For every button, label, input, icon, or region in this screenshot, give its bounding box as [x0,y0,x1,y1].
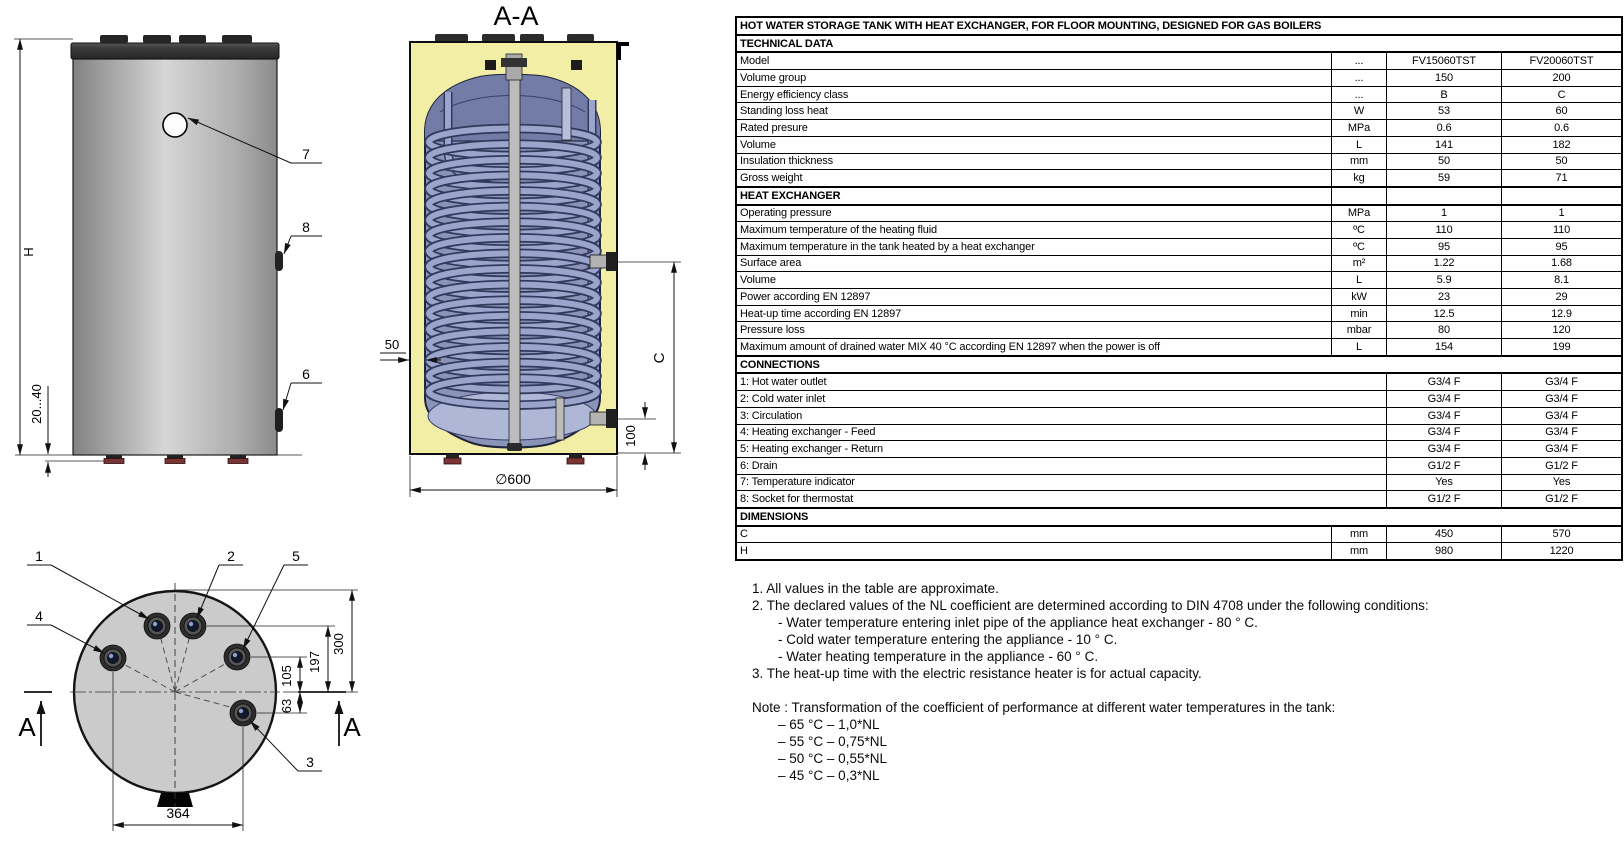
table-row [737,120,1621,137]
table-row [737,154,1621,171]
table-row [737,491,1621,509]
table-section-label: HEAT EXCHANGER [737,188,1332,204]
table-cell-value-1: 1.22 [1387,256,1502,272]
connection-port [230,700,256,726]
thermostat-socket-stub [275,251,283,271]
note-line: Note : Transformation of the coefficient of performance at different water temperatures in the tank: [752,700,1336,715]
table-cell-label: 1: Hot water outlet [737,374,1387,390]
connection-port [224,644,250,670]
corner-mark [617,42,629,60]
table-cell-value-1: 110 [1387,222,1502,238]
table-cell-label: Volume group [737,70,1332,86]
table-cell-value-1: 5.9 [1387,272,1502,288]
dim197-label: 197 [307,651,322,673]
table-row [737,289,1621,306]
table-cell-unit: L [1332,339,1387,355]
table-cell-unit: mbar [1332,322,1387,338]
table-cell-value-2: 110 [1552,224,1571,237]
table-row [737,53,1621,70]
table-cell-value-1: 150 [1387,70,1502,86]
table-cell-label: 7: Temperature indicator [737,475,1387,491]
table-cell-value-2: 71 [1555,172,1568,185]
table-cell-value-1: 0.6 [1387,120,1502,136]
connection-port [180,613,206,639]
table-row [737,441,1621,458]
table-cell-value-1: 12.5 [1387,306,1502,322]
table-row [737,206,1621,223]
footnotes [752,580,1612,784]
table-cell-label: Model [737,53,1332,69]
central-pipe [509,78,520,446]
note-line [752,682,1612,699]
table-cell-value-2: 29 [1555,290,1568,303]
table-cell-value-2: 0.6 [1554,121,1569,134]
table-row [737,137,1621,154]
diameter-dim-label: ∅600 [495,471,531,487]
table-cell-unit: L [1332,137,1387,153]
table-row [737,374,1621,391]
callout-5-label: 5 [292,548,300,564]
table-cell-value-2: 120 [1552,324,1571,337]
table-cell-value-2: G1/2 F [1545,493,1578,506]
table-cell-value-2: 570 [1552,528,1571,541]
table-cell-label: 6: Drain [737,458,1387,474]
table-section-label: DIMENSIONS [740,510,809,523]
tank-section-view-drawing [340,0,685,500]
table-cell-value-1: 95 [1387,239,1502,255]
callout-3-label: 3 [306,754,314,770]
callout-1-label: 1 [35,548,43,564]
table-cell-unit: kg [1332,170,1387,186]
table-row [737,475,1621,492]
note-line: – 65 °C – 1,0*NL [778,717,880,732]
note-line: - Water temperature entering inlet pipe of the appliance heat exchanger - 80 ° C. [778,615,1258,630]
table-cell-unit: m² [1332,256,1387,272]
table-cell-label: Volume [737,272,1332,288]
table-row [737,391,1621,408]
table-cell-value-2: FV20060TST [1529,55,1594,68]
table-cell-unit: ºC [1332,222,1387,238]
note-line: 2. The declared values of the NL coefficient are determined according to DIN 4708 under the following conditions: [752,598,1429,613]
table-cell-unit: ºC [1332,239,1387,255]
table-cell-label: C [737,527,1332,543]
table-cell-value-1: 450 [1387,527,1502,543]
table-cell-label: Rated presure [737,120,1332,136]
table-row [737,256,1621,273]
table-cell-value-1: G1/2 F [1387,491,1502,507]
table-cell-unit: MPa [1332,120,1387,136]
dim100-label: 100 [623,425,638,447]
table-cell-value-2: 95 [1555,240,1568,253]
table-row [737,103,1621,120]
table-row [737,408,1621,425]
table-cell-value-2: 1.68 [1551,257,1572,270]
inner-pipe-lower [556,398,564,440]
table-cell-label: Energy efficiency class [737,87,1332,103]
section-title: A-A [493,1,539,31]
connection-port [100,645,126,671]
table-cell-value-1: 980 [1387,543,1502,559]
table-row [737,458,1621,475]
table-row [737,527,1621,544]
table-cell-value-2: G1/2 F [1545,459,1578,472]
table-title: HOT WATER STORAGE TANK WITH HEAT EXCHANGER, FOR FLOOR MOUNTING, DESIGNED FOR GAS BOILERS [740,19,1322,32]
table-cell-unit: min [1332,306,1387,322]
table-cell-value-1: G3/4 F [1387,408,1502,424]
table-row [737,222,1621,239]
table-body [737,36,1621,559]
callout-6-label: 6 [302,366,310,382]
drain-port [590,409,617,428]
insulation-dim-label: 50 [384,337,400,352]
table-cell-unit: W [1332,103,1387,119]
table-cell-value-2: 12.9 [1551,307,1572,320]
table-row [737,339,1621,357]
table-section-row [737,36,1621,54]
table-cell-unit: MPa [1332,206,1387,222]
table-cell-label: 8: Socket for thermostat [737,491,1387,507]
table-cell-value-1: 154 [1387,339,1502,355]
tank-feet [104,455,248,464]
table-cell-label: Pressure loss [737,322,1332,338]
table-cell-label: Maximum temperature of the heating fluid [737,222,1332,238]
thermostat-port [590,252,617,271]
table-cell-value-2: G3/4 F [1545,409,1578,422]
table-cell-value-2: 182 [1552,138,1571,151]
table-row [737,543,1621,559]
table-cell-value-2 [1502,188,1621,204]
table-row [737,425,1621,442]
section-marker-a-right: A [343,712,361,742]
table-cell-label: H [737,543,1332,559]
dim364-label: 364 [166,805,190,821]
table-cell-unit: mm [1332,527,1387,543]
table-cell-value-2: G3/4 F [1545,443,1578,456]
top-fitting-nut [501,58,527,67]
table-cell-value-1: G3/4 F [1387,441,1502,457]
table-cell-value-1: G3/4 F [1387,374,1502,390]
table-cell-value-1: 1 [1387,206,1502,222]
table-cell-value-1: FV15060TST [1387,53,1502,69]
table-cell-label: 3: Circulation [737,408,1387,424]
table-section-row [737,357,1621,375]
table-title-row [737,18,1621,36]
table-cell-value-2: 199 [1552,340,1571,353]
table-cell-label: Gross weight [737,170,1332,186]
table-cell-value-1 [1387,188,1502,204]
connection-port [144,613,170,639]
dim300-label: 300 [331,633,346,655]
table-cell-value-2: C [1557,88,1566,101]
table-cell-label: Power according EN 12897 [737,289,1332,305]
table-cell-value-1: 53 [1387,103,1502,119]
table-cell-value-1: G3/4 F [1387,425,1502,441]
table-cell-value-1: 141 [1387,137,1502,153]
table-cell-value-2: 60 [1555,105,1568,118]
note-line: 3. The heat-up time with the electric resistance heater is for actual capacity. [752,666,1202,681]
table-section-label: TECHNICAL DATA [740,37,834,50]
table-cell-label: Surface area [737,256,1332,272]
table-cell-unit: ... [1332,53,1387,69]
table-row [737,70,1621,87]
table-cell-label: 5: Heating exchanger - Return [737,441,1387,457]
h-dimension-label: H [21,247,36,257]
table-cell-value-2: 50 [1555,155,1568,168]
table-cell-label: Maximum amount of drained water MIX 40 °C according EN 12897 when the power is off [737,339,1332,355]
table-cell-unit: mm [1332,543,1387,559]
table-cell-value-2: 8.1 [1554,274,1569,287]
callout-8-leader [284,236,291,254]
callout-7-label: 7 [302,146,310,162]
section-top-stubs [435,34,594,42]
table-cell-label: Standing loss heat [737,103,1332,119]
section-feet [444,454,584,464]
table-cell-label: Insulation thickness [737,154,1332,170]
table-cell-value-1: 23 [1387,289,1502,305]
table-row [737,170,1621,188]
callout-8-label: 8 [302,219,310,235]
note-line: - Cold water temperature entering the appliance - 10 ° C. [778,632,1118,647]
table-cell-value-1: 80 [1387,322,1502,338]
tank-side-view-drawing [0,14,335,484]
section-marker-a-left: A [18,712,36,742]
note-line: – 50 °C – 0,55*NL [778,751,887,766]
top-connection-stubs [100,35,252,43]
callout-2-label: 2 [227,548,235,564]
foot-gap-dim-label: 20...40 [29,384,44,424]
tank-top-cap [71,43,279,59]
table-cell-value-1: Yes [1387,475,1502,491]
callout-6-leader [283,383,291,410]
dim63-label: 63 [279,698,294,714]
table-row [737,322,1621,339]
table-cell-value-1: 59 [1387,170,1502,186]
tank-bottom-view-drawing [0,520,380,842]
inner-pipe-upper [562,88,571,140]
table-cell-label: Maximum temperature in the tank heated by a heat exchanger [737,239,1332,255]
table-cell-unit [1332,188,1387,204]
table-cell-label: Volume [737,137,1332,153]
table-row [737,272,1621,289]
spec-table [735,16,1623,561]
table-cell-label: 4: Heating exchanger - Feed [737,425,1387,441]
table-cell-value-2: G3/4 F [1545,376,1578,389]
table-cell-unit: mm [1332,154,1387,170]
c-dimension-label: C [651,352,668,364]
table-cell-unit: kW [1332,289,1387,305]
table-section-label: CONNECTIONS [740,358,820,371]
note-line: - Water heating temperature in the appliance - 60 ° C. [778,649,1099,664]
table-cell-value-2: 200 [1552,71,1571,84]
table-cell-value-2: G3/4 F [1545,426,1578,439]
drain-stub [275,408,283,432]
table-cell-unit: ... [1332,70,1387,86]
table-cell-label: 2: Cold water inlet [737,391,1387,407]
table-cell-value-1: B [1387,87,1502,103]
table-cell-value-1: G1/2 F [1387,458,1502,474]
table-cell-unit: L [1332,272,1387,288]
table-cell-value-2: Yes [1552,476,1571,489]
note-line: 1. All values in the table are approximate. [752,581,999,596]
table-cell-value-1: G3/4 F [1387,391,1502,407]
table-cell-label: Heat-up time according EN 12897 [737,306,1332,322]
temperature-indicator-port [163,113,187,137]
table-cell-label: Operating pressure [737,206,1332,222]
dome-port-cap-left [485,60,496,70]
table-cell-value-2: 1 [1558,207,1565,220]
table-row [737,239,1621,256]
table-row [737,306,1621,323]
dim105-label: 105 [279,665,294,687]
callout-4-label: 4 [35,608,43,624]
table-cell-value-2: 1220 [1549,545,1574,558]
table-cell-value-2: G3/4 F [1545,392,1578,405]
table-cell-unit: ... [1332,87,1387,103]
table-section-row [737,509,1621,527]
note-line: – 55 °C – 0,75*NL [778,734,887,749]
table-row [737,87,1621,104]
table-section-row [737,188,1621,206]
note-line: – 45 °C – 0,3*NL [778,768,880,783]
table-cell-value-1: 50 [1387,154,1502,170]
dome-port-cap-right [571,60,582,70]
central-pipe-bottom-cap [507,443,522,451]
